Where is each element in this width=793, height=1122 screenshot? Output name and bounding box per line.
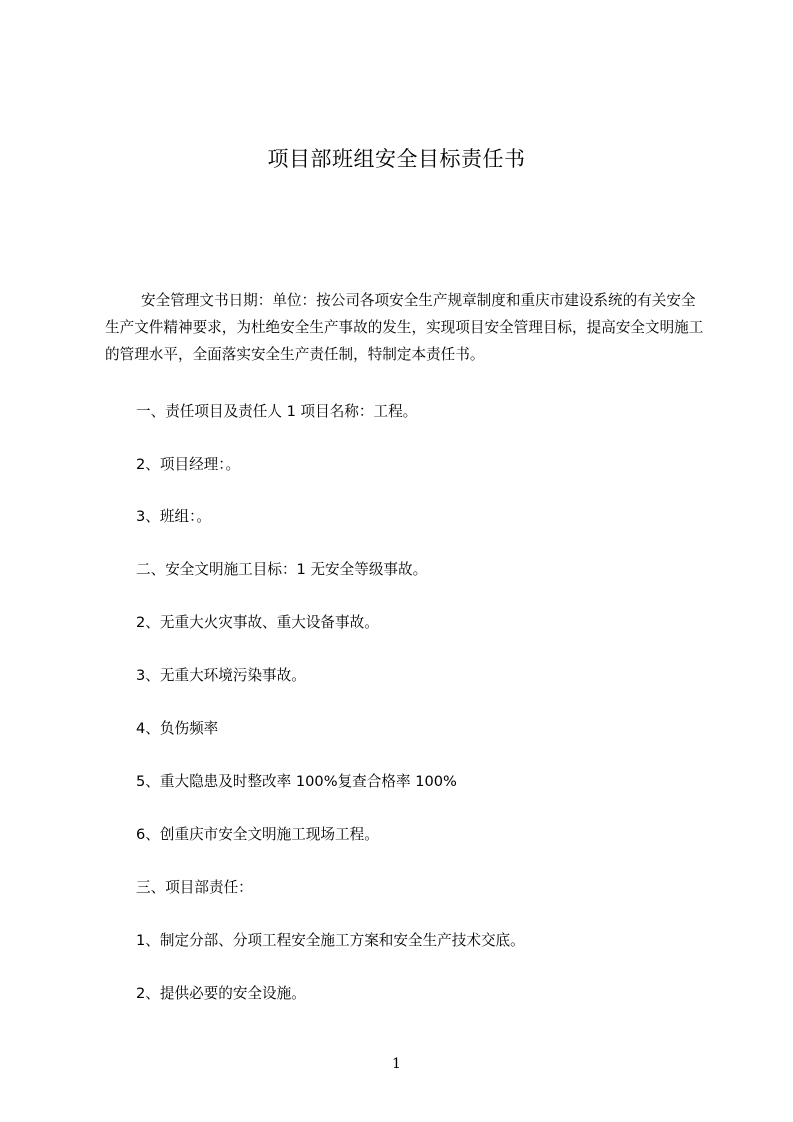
list-item: 二、安全文明施工目标：1 无安全等级事故。 bbox=[136, 561, 428, 578]
list-item: 6、创重庆市安全文明施工现场工程。 bbox=[136, 826, 379, 843]
list-item: 4、负伤频率 bbox=[136, 720, 219, 737]
document-title: 项目部班组安全目标责任书 bbox=[267, 147, 526, 171]
list-item: 3、班组：。 bbox=[136, 508, 211, 525]
list-item: 2、无重大火灾事故、重大设备事故。 bbox=[136, 614, 379, 631]
list-item: 2、项目经理：。 bbox=[136, 456, 241, 473]
intro-paragraph: 安全管理文书日期：单位：按公司各项安全生产规章制度和重庆市建设系统的有关安全生产文件精神要求，为杜绝安全生产事故的发生，实现项目安全管理目标，提高安全文明施工的管理水平，全面落实安全生产责任制，特制定本责任书。 bbox=[105, 292, 704, 363]
list-item: 1、制定分部、分项工程安全施工方案和安全生产技术交底。 bbox=[136, 932, 525, 949]
list-item: 5、重大隐患及时整改率 100%复查合格率 100% bbox=[136, 773, 457, 790]
list-item: 2、提供必要的安全设施。 bbox=[136, 985, 306, 1002]
page-number: 1 bbox=[392, 1056, 401, 1072]
list-item: 3、无重大环境污染事故。 bbox=[136, 667, 306, 684]
list-item: 三、项目部责任： bbox=[136, 879, 253, 896]
list-item: 一、责任项目及责任人 1 项目名称：工程。 bbox=[136, 403, 418, 420]
